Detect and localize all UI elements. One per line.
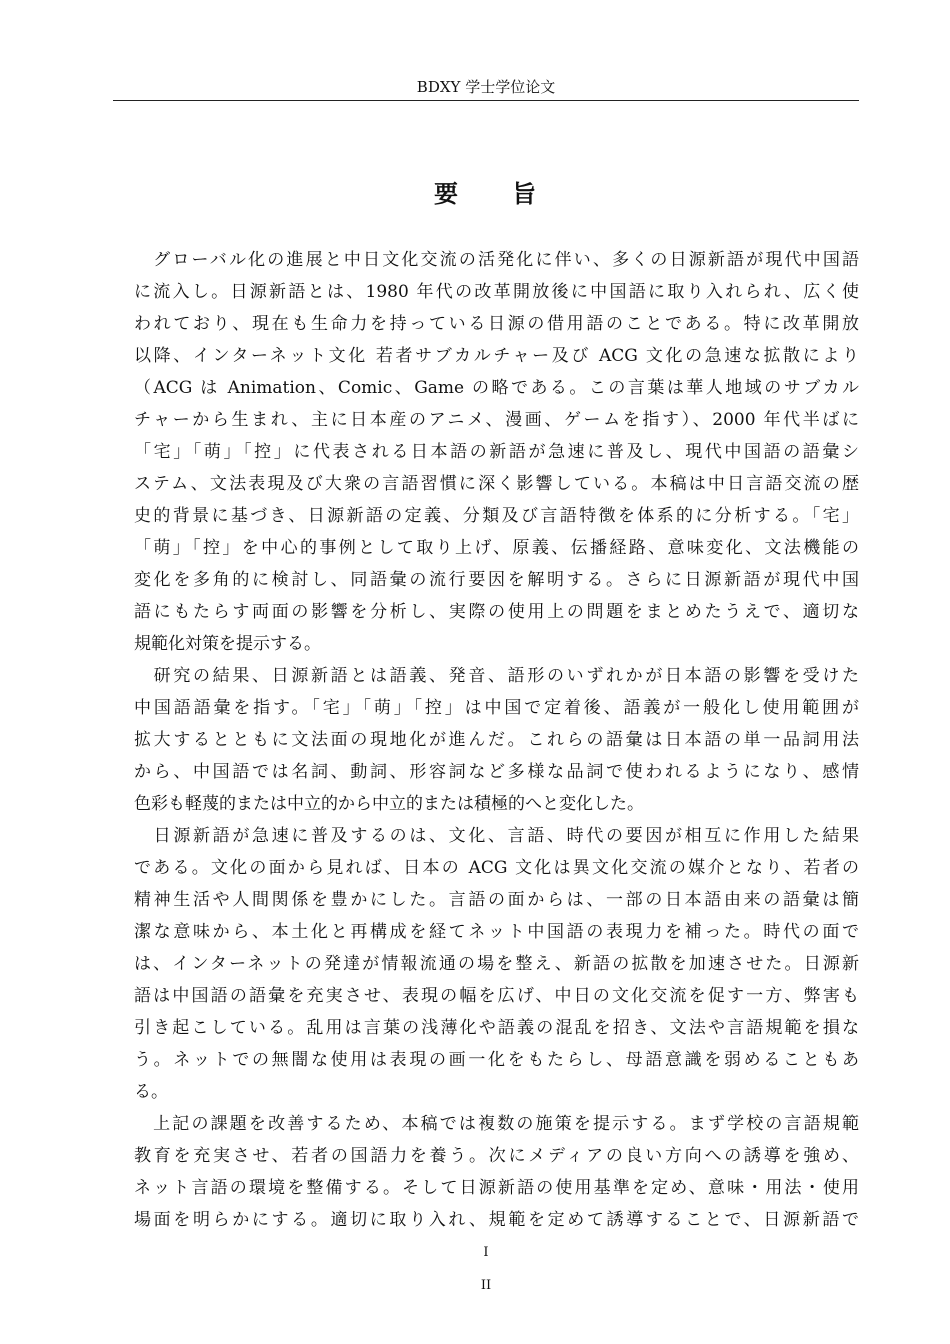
text-line: 変化を多角的に検討し、同語彙の流行要因を解明する。さらに日源新語が現代中国: [134, 570, 859, 590]
text-line: 規範化対策を提示する。: [134, 634, 321, 654]
text-line: 史的背景に基づき、日源新語の定義、分類及び言語特徴を体系的に分析する。「宅」: [134, 506, 859, 526]
text-line: は、インターネットの発達が情報流通の場を整え、新語の拡散を加速させた。日源新: [134, 954, 859, 974]
text-line: 色彩も軽蔑的または中立的から中立的または積極的へと変化した。: [134, 794, 644, 814]
text-line: 精神生活や人間関係を豊かにした。言語の面からは、一部の日本語由来の語彙は簡: [134, 890, 859, 910]
text-line: 日源新語が急速に普及するのは、文化、言語、時代の要因が相互に作用した結果: [134, 826, 859, 846]
text-line: 「宅」「萌」「控」に代表される日本語の新語が急速に普及し、現代中国語の語彙シ: [134, 442, 859, 462]
section-title-char-1: 要: [434, 179, 460, 208]
page-number: I: [483, 1245, 489, 1260]
text-line: 中国語語彙を指す。「宅」「萌」「控」は中国で定着後、語義が一般化し使用範囲が: [134, 698, 859, 718]
page-number-secondary: II: [480, 1278, 492, 1293]
text-line: から、中国語では名詞、動詞、形容詞など多様な品詞で使われるようになり、感情: [134, 762, 859, 782]
text-line: グローバル化の進展と中日文化交流の活発化に伴い、多くの日源新語が現代中国語: [134, 250, 859, 270]
text-line: ステム、文法表現及び大衆の言語習慣に深く影響している。本稿は中日言語交流の歴: [134, 474, 859, 494]
section-title: [113, 178, 859, 210]
text-line: チャーから生まれ、主に日本産のアニメ、漫画、ゲームを指す）、2000 年代半ばに: [134, 410, 859, 430]
running-header: BDXY 学士学位论文: [416, 78, 556, 96]
text-line: 教育を充実させ、若者の国語力を養う。次にメディアの良い方向への誘導を強め、: [134, 1146, 859, 1166]
text-line: 上記の課題を改善するため、本稿では複数の施策を提示する。まず学校の言語規範: [134, 1114, 859, 1134]
text-line: 研究の結果、日源新語とは語義、発音、語形のいずれかが日本語の影響を受けた: [134, 666, 859, 686]
text-line: 「萌」「控」を中心的事例として取り上げ、原義、伝播経路、意味変化、文法機能の: [134, 538, 859, 558]
text-line: われており、現在も生命力を持っている日源の借用語のことである。特に改革開放: [134, 314, 859, 334]
text-line: （ACG は Animation、Comic、Game の略である。この言葉は華人地域のサブカル: [134, 378, 859, 398]
section-title-char-2: 旨: [512, 179, 538, 208]
text-line: 場面を明らかにする。適切に取り入れ、規範を定めて誘導することで、日源新語で: [134, 1210, 859, 1230]
header-rule: [113, 100, 859, 101]
text-line: 語にもたらす両面の影響を分析し、実際の使用上の問題をまとめたうえで、適切な: [134, 602, 859, 622]
text-line: 語は中国語の語彙を充実させ、表現の幅を広げ、中日の文化交流を促す一方、弊害も: [134, 986, 859, 1006]
text-line: 拡大するとともに文法面の現地化が進んだ。これらの語彙は日本語の単一品詞用法: [134, 730, 859, 750]
text-line: に流入し。日源新語とは、1980 年代の改革開放後に中国語に取り入れられ、広く使: [134, 282, 859, 302]
text-line: である。文化の面から見れば、日本の ACG 文化は異文化交流の媒介となり、若者の: [134, 858, 859, 878]
text-line: 以降、インターネット文化 若者サブカルチャー及び ACG 文化の急速な拡散により: [134, 346, 859, 366]
text-line: う。ネットでの無闇な使用は表現の画一化をもたらし、母語意識を弱めることもあ: [134, 1050, 859, 1070]
text-line: 引き起こしている。乱用は言葉の浅薄化や語義の混乱を招き、文法や言語規範を損な: [134, 1018, 859, 1038]
text-line: 潔な意味から、本土化と再構成を経てネット中国語の表現力を補った。時代の面で: [134, 922, 859, 942]
text-line: ネット言語の環境を整備する。そして日源新語の使用基準を定め、意味・用法・使用: [134, 1178, 859, 1198]
text-line: る。: [134, 1082, 168, 1102]
abstract-body: [134, 244, 859, 1236]
